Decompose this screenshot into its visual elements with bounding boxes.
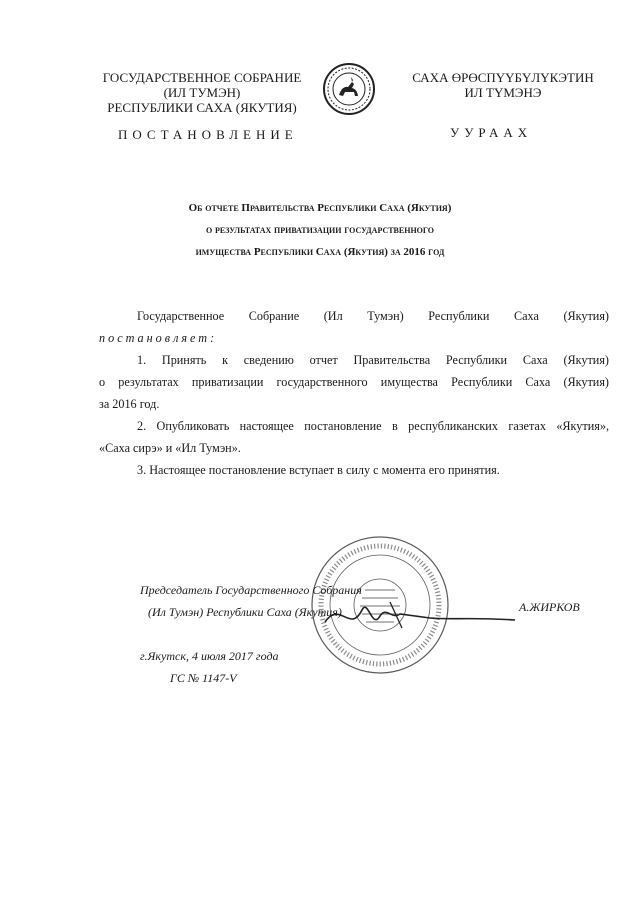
item-1-line: о результатах приватизации государственного имущества Республики Саха (Якутия) bbox=[99, 375, 609, 389]
item-2-line: «Саха сирэ» и «Ил Тумэн». bbox=[99, 441, 241, 455]
document-title bbox=[130, 197, 510, 263]
document-number: ГС № 1147-V bbox=[170, 671, 237, 685]
doc-type-russian: ПОСТАНОВЛЕНИЕ bbox=[118, 127, 298, 142]
signatory-title bbox=[140, 579, 362, 623]
title-line: о результатах приватизации государственного bbox=[205, 224, 435, 236]
issuer-line: ИЛ ТҮМЭНЭ bbox=[464, 85, 542, 100]
title-line: имущества Республики Саха (Якутия) за 2016 год bbox=[195, 246, 445, 258]
resolution-body bbox=[99, 305, 609, 481]
doc-type-sakha: УУРААХ bbox=[450, 125, 533, 140]
issuer-name-sakha bbox=[378, 70, 628, 100]
issuer-line: (ИЛ ТУМЭН) bbox=[163, 85, 241, 100]
item-1-line: за 2016 год. bbox=[99, 397, 160, 411]
title-line: Об отчете Правительства Республики Саха (Якутия) bbox=[188, 202, 452, 214]
signatory-title-line: Председатель Государственного Собрания bbox=[140, 583, 362, 597]
issuer-line: ГОСУДАРСТВЕННОЕ СОБРАНИЕ bbox=[102, 70, 302, 85]
place-date: г.Якутск, 4 июля 2017 года bbox=[140, 649, 279, 663]
document-footer bbox=[140, 645, 279, 689]
resolves-word: постановляет: bbox=[99, 331, 218, 345]
signatory-name: А.ЖИРКОВ bbox=[519, 600, 580, 614]
coat-of-arms-icon bbox=[322, 62, 376, 116]
issuer-name-russian bbox=[88, 70, 316, 115]
issuer-line: САХА ӨРӨСПҮҮБҮЛҮКЭТИН bbox=[412, 70, 594, 85]
issuer-line: РЕСПУБЛИКИ САХА (ЯКУТИЯ) bbox=[107, 100, 297, 115]
item-2-line: 2. Опубликовать настоящее постановление в республиканских газетах «Якутия», bbox=[137, 419, 609, 433]
signatory-title-line: (Ил Тумэн) Республики Саха (Якутия) bbox=[148, 605, 342, 619]
item-1-line: 1. Принять к сведению отчет Правительства Республики Саха (Якутия) bbox=[137, 353, 609, 367]
intro-line: Государственное Собрание (Ил Тумэн) Республики Саха (Якутия) bbox=[137, 309, 609, 323]
item-3: 3. Настоящее постановление вступает в силу с момента его принятия. bbox=[137, 463, 500, 477]
